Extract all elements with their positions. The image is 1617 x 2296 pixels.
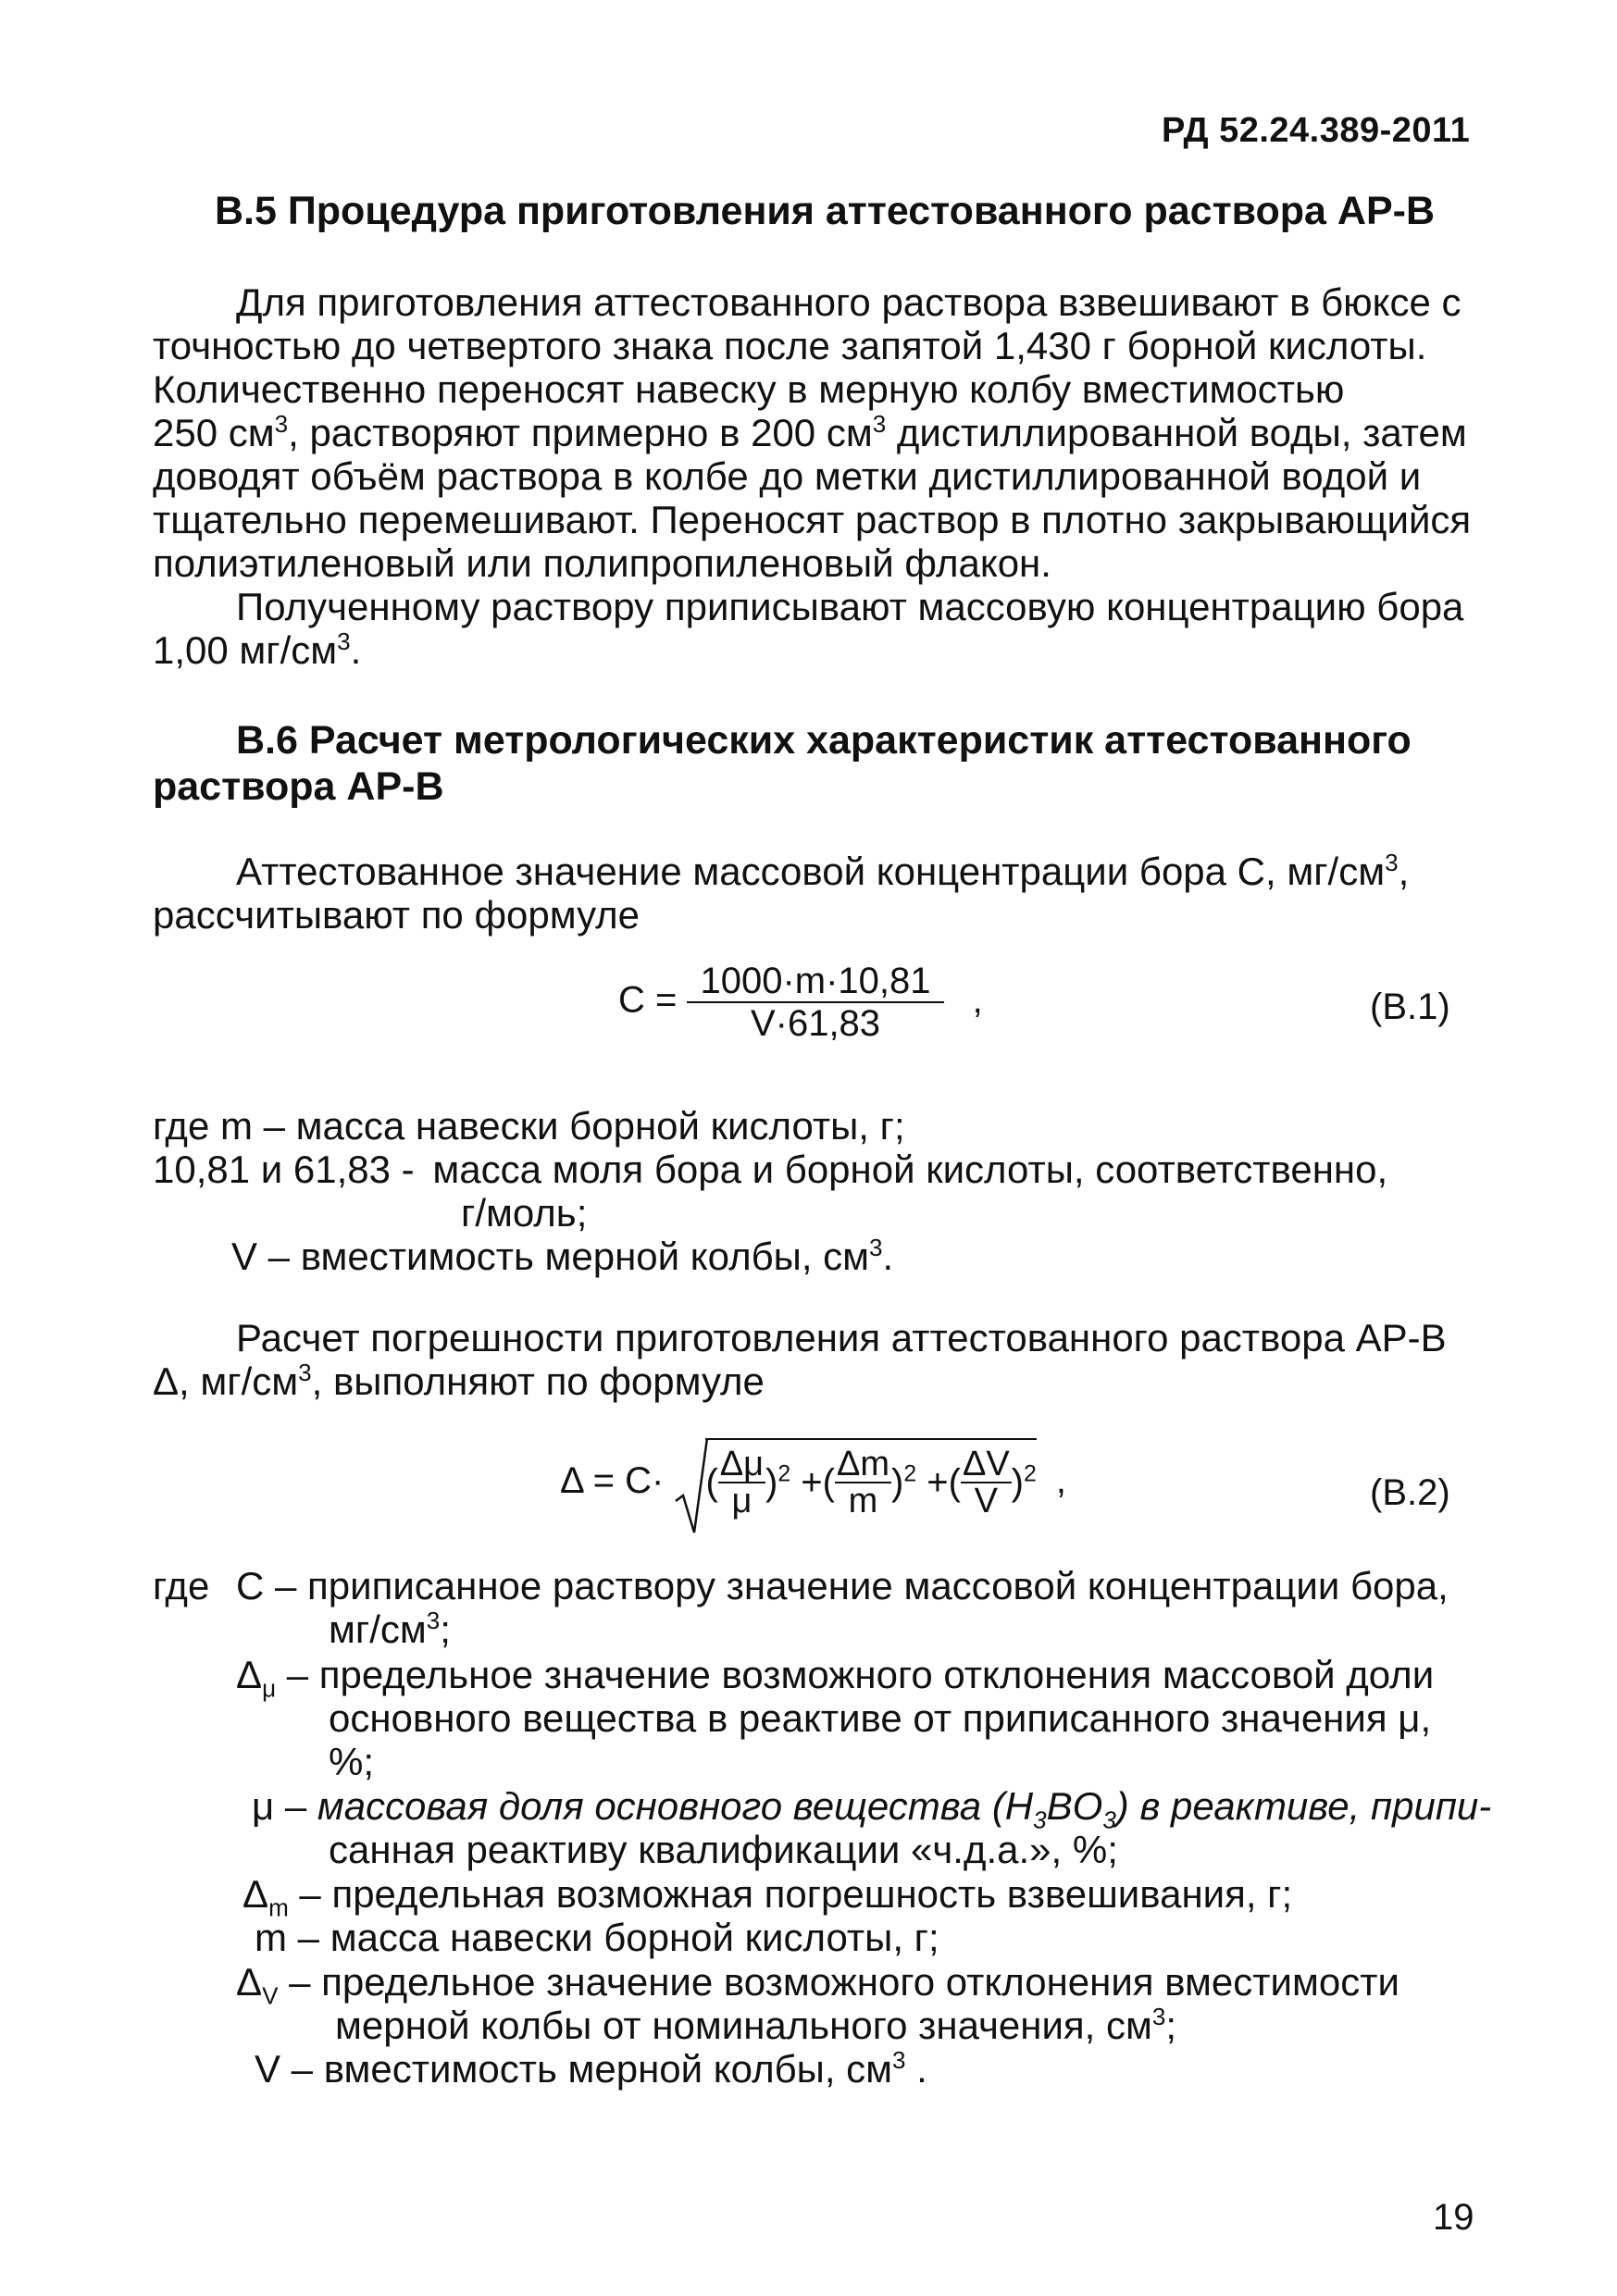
section-b5-paragraph-1 <box>153 280 1481 672</box>
text-fragment: Δ, мг/см <box>153 1359 299 1403</box>
text-fragment: , выполняют по формуле <box>311 1359 765 1403</box>
equation-number-b2: (В.2) <box>1370 1472 1450 1513</box>
text-line: тщательно перемешивают. Переносят раствор в плотно закрывающийся <box>153 498 1472 541</box>
formula-fraction <box>687 962 943 1042</box>
definition-symbol: μ – <box>252 1784 307 1828</box>
fraction-delta-m: $\frac{\Delta m}{m}$ <box>836 1445 890 1520</box>
definition-text: массовая доля основного вещества $(H_3BO_3)$ в реактиве, припи- <box>317 1784 1492 1834</box>
text-fragment: , <box>1398 850 1410 893</box>
subscript: m <box>268 1893 289 1922</box>
section-b5-heading: В.5 Процедура приготовления аттестованного раствора АР-В <box>215 189 1436 233</box>
superscript: 3 <box>1385 849 1399 876</box>
superscript: 3 <box>298 1359 312 1386</box>
text-fragment: . <box>350 628 362 672</box>
heading-line: В.6 Расчет метрологических характеристик аттестованного <box>236 718 1412 763</box>
text-line <box>153 1359 1481 1403</box>
equation-number-b1: (В.1) <box>1370 987 1450 1027</box>
definition-mu-cont: санная реактиву квалификации «ч.д.а.», %; <box>329 1828 1118 1871</box>
definition-delta-m <box>243 1872 1293 1922</box>
definition-m2 <box>255 1916 939 1959</box>
superscript: 3 <box>872 410 887 438</box>
text-line <box>153 411 1481 454</box>
text-fragment: 250 см <box>153 411 275 454</box>
text-line: Расчет погрешности приготовления аттестованного раствора АР-В <box>236 1316 1447 1359</box>
text-fragment: Аттестованное значение массовой концентрации бора С, мг/см <box>236 850 1386 893</box>
fraction-denominator: V·61,83 <box>750 1003 881 1044</box>
heading-line: раствора АР-В <box>153 764 444 809</box>
text-line: Для приготовления аттестованного раствора взвешивают в бюксе с <box>236 280 1462 324</box>
definition-text: приписанное раствору значение массовой концентрации бора, <box>307 1564 1449 1607</box>
definition-molar-masses-cont: г/моль; <box>461 1191 588 1235</box>
text-line: доводят объём раствора в колбе до метки дистиллированной водой и <box>153 454 1422 498</box>
definition-text: масса навески борной кислоты, г; <box>295 1104 905 1148</box>
section-b6-heading <box>153 717 1481 810</box>
superscript: 3 <box>274 410 289 438</box>
definition-text: вместимость мерной колбы, см <box>300 1235 870 1278</box>
document-code: РД 52.24.389-2011 <box>1162 111 1471 150</box>
definition-symbol: V – <box>231 1235 291 1278</box>
formula-b2 <box>560 1444 1066 1545</box>
definition-where: где <box>153 1564 210 1607</box>
fraction-numerator: 1000·m·10,81 <box>687 962 943 1003</box>
definition-delta-v <box>236 1960 1399 2010</box>
section-b6-intro <box>153 850 1481 937</box>
subscript: μ <box>262 1674 277 1703</box>
superscript: 3 <box>426 1607 441 1634</box>
definition-symbol: Δ <box>243 1872 269 1916</box>
formula-lhs: C = <box>618 979 678 1021</box>
text-line: Полученному раствору приписывают массовую концентрацию бора <box>236 585 1464 628</box>
definition-symbol: 10,81 и 61,83 - <box>153 1148 415 1191</box>
fraction-delta-mu: $\frac{\Delta\mu}{\mu}$ <box>719 1445 765 1520</box>
definition-molar-masses <box>153 1148 1387 1191</box>
error-intro <box>153 1316 1481 1403</box>
definition-delta-mu-cont: %; <box>329 1740 375 1783</box>
radical-sign-icon <box>674 1436 711 1538</box>
text-line: полиэтиленовый или полипропиленовый флакон. <box>153 541 1051 585</box>
text-line: рассчитывают по формуле <box>153 893 641 937</box>
formula-comma: , <box>972 979 983 1021</box>
text-fragment: . <box>882 1235 894 1278</box>
definition-symbol: Δ <box>236 1960 263 2004</box>
definition-v <box>231 1235 893 1278</box>
definition-m <box>153 1104 905 1148</box>
formula-lhs: Δ = C· <box>560 1460 665 1501</box>
definition-symbol: где m – <box>153 1104 285 1148</box>
text-fragment: , растворяют примерно в 200 см <box>288 411 873 454</box>
text-line <box>153 628 1481 672</box>
definition-symbol: m – <box>255 1916 320 1959</box>
superscript: 3 <box>337 627 351 655</box>
subscript: V <box>262 1981 279 2010</box>
fraction-delta-v: $\frac{\Delta V}{V}$ <box>962 1445 1010 1520</box>
text-line: Количественно переносят навеску в мерную колбу вместимостью <box>153 367 1345 411</box>
definition-text: масса моля бора и борной кислоты, соответственно, <box>432 1148 1388 1191</box>
radical-bar <box>705 1438 1036 1440</box>
text-fragment: дистиллированной воды, затем <box>886 411 1467 454</box>
definition-mu <box>252 1784 1492 1834</box>
formula-comma: , <box>1055 1460 1067 1501</box>
superscript: 3 <box>869 1234 883 1261</box>
definition-symbol: С – <box>236 1564 297 1607</box>
definition-text: – предельное значение возможного отклонения вместимости <box>289 1960 1399 2004</box>
definition-c-cont: $мг/см^3$; <box>329 1607 451 1651</box>
text-fragment: 1,00 мг/см <box>153 628 338 672</box>
definition-symbol: Δ <box>236 1653 263 1696</box>
definition-text: предельное значение возможного отклонения массовой доли <box>318 1653 1435 1696</box>
superscript: 3 <box>892 2046 906 2074</box>
definition-text: масса навески борной кислоты, г; <box>330 1916 939 1959</box>
text-line <box>153 850 1481 893</box>
page-number: 19 <box>1433 2197 1474 2238</box>
superscript: 3 <box>1151 2003 1166 2030</box>
formula-b1 <box>618 962 983 1042</box>
definition-delta-mu-cont: основного вещества в реактиве от приписанного значения μ, <box>329 1696 1432 1740</box>
definition-text: – предельная возможная погрешность взвешивания, г; <box>299 1872 1293 1916</box>
definition-v2: V – вместимость мерной колбы, $см^3$ . <box>255 2046 927 2091</box>
definition-delta-mu: $\Delta_\mu$ – предельное значение возможного отклонения массовой доли <box>236 1653 1435 1703</box>
definition-delta-v-cont: мерной колбы от номинального значения, $см^3$; <box>335 2003 1177 2047</box>
definition-text: вместимость мерной колбы, см <box>323 2047 893 2091</box>
definition-c <box>236 1564 1449 1607</box>
definition-symbol: V – <box>255 2047 314 2091</box>
square-root: ( $\frac{\Delta\mu}{\mu}$ )$^2$ +( $\frac{\Delta m}{m}$ )$^2$ +( $\frac{\Delta V}{V}$ )$^2$ <box>674 1444 1036 1518</box>
text-line: точностью до четвертого знака после запятой 1,430 г борной кислоты. <box>153 324 1427 367</box>
